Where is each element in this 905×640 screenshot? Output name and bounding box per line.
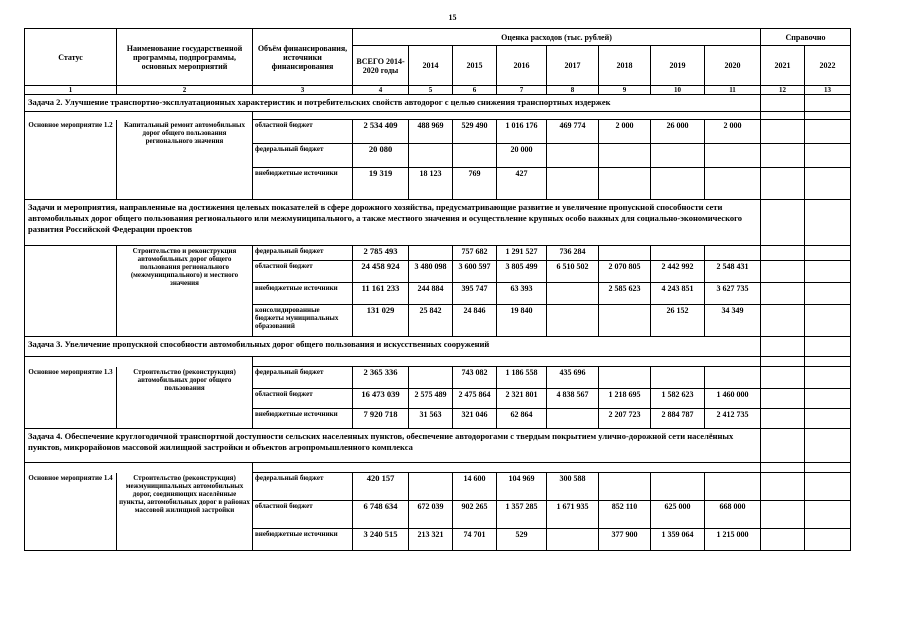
year-value [547,168,599,200]
task-heading: Задачи и мероприятия, направленные на достижения целевых показателей в сфере дорожного хозяйства, предусматривающие развитие и увеличение пропускной способности сети автомобильных дорог общего пользования регионального или межмуниципального, а также местного значения и осуществление крупных особо важных для социально-экономического развития Российской Федерации проектов [25,200,761,246]
year-value [705,168,761,200]
year-value [651,168,705,200]
funding-source: областной бюджет [253,261,353,283]
funding-source: консолидированные бюджеты муниципальных образований [253,305,353,337]
funding-source: внебюджетные источники [253,283,353,305]
year-value: 24 846 [453,305,497,337]
year-value [651,367,705,389]
year-value: 395 747 [453,283,497,305]
empty-cell [805,200,851,246]
spacer-cell [253,463,761,473]
total-value: 2 365 336 [353,367,409,389]
empty-cell [761,337,805,357]
column-number: 5 [409,86,453,95]
empty-cell [805,95,851,112]
year-value [705,367,761,389]
empty-cell [761,501,805,529]
total-value: 2 785 493 [353,246,409,261]
empty-cell [805,501,851,529]
year-value: 3 600 597 [453,261,497,283]
year-value: 1 016 176 [497,120,547,144]
column-number: 13 [805,86,851,95]
empty-cell [805,367,851,389]
spacer-cell [25,357,253,367]
total-value: 3 240 515 [353,529,409,551]
status-cell: Основное мероприятие 1.3 [25,367,117,429]
total-value: 420 157 [353,473,409,501]
empty-cell [761,95,805,112]
year-value: 2 412 735 [705,409,761,429]
year-value [409,473,453,501]
funding-row [25,246,851,261]
task-heading: Задача 2. Улучшение транспортно-эксплуатационных характеристик и потребительских свойств автодорог с целью снижения транспортных издержек [25,95,761,112]
year-value: 62 864 [497,409,547,429]
funding-row [25,473,851,501]
year-value: 1 186 558 [497,367,547,389]
empty-cell [805,357,851,367]
year-value: 300 588 [547,473,599,501]
column-number: 12 [761,86,805,95]
page-number: 15 [448,13,457,22]
year-value [599,144,651,168]
year-value [599,246,651,261]
year-value [547,409,599,429]
year-value [651,144,705,168]
year-value: 902 265 [453,501,497,529]
header-year: 2018 [599,46,651,86]
header-year: 2014 [409,46,453,86]
year-value: 18 123 [409,168,453,200]
year-value [453,144,497,168]
column-number: 7 [497,86,547,95]
spacer-cell [25,463,253,473]
total-value: 19 319 [353,168,409,200]
budget-table [24,28,851,551]
year-value: 6 510 502 [547,261,599,283]
spacer-cell [253,357,761,367]
empty-cell [761,200,805,246]
year-value [651,473,705,501]
empty-cell [805,337,851,357]
task-heading: Задача 3. Увеличение пропускной способности автомобильных дорог общего пользования и искусственных сооружений [25,337,761,357]
funding-source: федеральный бюджет [253,473,353,501]
year-value: 4 243 851 [651,283,705,305]
total-value: 16 473 039 [353,389,409,409]
year-value: 2 070 805 [599,261,651,283]
year-value: 104 969 [497,473,547,501]
program-name-cell: Строительство и реконструкция автомобильных дорог общего пользования регионального (межмуниципального) и местного значения [117,246,253,337]
empty-cell [805,144,851,168]
column-number: 4 [353,86,409,95]
header-year: 2019 [651,46,705,86]
year-value: 4 838 567 [547,389,599,409]
year-value [547,529,599,551]
year-value: 427 [497,168,547,200]
empty-cell [761,367,805,389]
year-value [409,246,453,261]
column-number: 1 [25,86,117,95]
empty-cell [805,429,851,463]
year-value: 1 291 527 [497,246,547,261]
year-value: 63 393 [497,283,547,305]
program-name-cell: Строительство (реконструкция) автомобильных дорог общего пользования [117,367,253,429]
empty-cell [761,473,805,501]
empty-cell [761,144,805,168]
empty-cell [761,357,805,367]
funding-source: областной бюджет [253,120,353,144]
funding-source: внебюджетные источники [253,168,353,200]
program-name-cell: Строительство (реконструкция) межмуниципальных автомобильных дорог, соединяющих населённые пункты, автомобильных дорог в районах массовой жилищной застройки [117,473,253,551]
year-value: 529 [497,529,547,551]
empty-cell [805,305,851,337]
year-value: 736 284 [547,246,599,261]
year-value: 2 585 623 [599,283,651,305]
year-value: 26 152 [651,305,705,337]
task-heading: Задача 4. Обеспечение круглогодичной транспортной доступности сельских населенных пунктов, обеспечение автодорогами с твердым покрытием улично-дорожной сети населённых пунктов, микрорайонов массовой жилищной застройки и объектов агропромышленного комплекса [25,429,761,463]
year-value: 852 110 [599,501,651,529]
year-value [599,305,651,337]
header-ref-year: 2022 [805,46,851,86]
year-value: 20 000 [497,144,547,168]
header-status: Статус [25,29,117,86]
year-value: 3 480 098 [409,261,453,283]
year-value: 2 321 801 [497,389,547,409]
empty-cell [805,261,851,283]
column-number: 8 [547,86,599,95]
year-value [705,246,761,261]
year-value: 321 046 [453,409,497,429]
year-value: 469 774 [547,120,599,144]
year-value: 74 701 [453,529,497,551]
total-value: 2 534 409 [353,120,409,144]
year-value: 1 582 623 [651,389,705,409]
year-value: 2 000 [599,120,651,144]
empty-cell [761,112,805,120]
total-value: 20 080 [353,144,409,168]
year-value: 672 039 [409,501,453,529]
year-value: 1 357 285 [497,501,547,529]
empty-cell [761,429,805,463]
year-value: 668 000 [705,501,761,529]
empty-cell [761,463,805,473]
year-value: 213 321 [409,529,453,551]
year-value: 2 475 864 [453,389,497,409]
year-value [547,305,599,337]
empty-cell [805,389,851,409]
spacer-cell [253,112,761,120]
funding-source: внебюджетные источники [253,409,353,429]
empty-cell [761,246,805,261]
year-value [547,283,599,305]
year-value: 14 600 [453,473,497,501]
total-value: 131 029 [353,305,409,337]
empty-cell [761,529,805,551]
empty-cell [761,120,805,144]
program-name-cell: Капитальный ремонт автомобильных дорог общего пользования регионального значения [117,120,253,200]
empty-cell [761,283,805,305]
year-value: 1 460 000 [705,389,761,409]
year-value: 377 900 [599,529,651,551]
year-value: 769 [453,168,497,200]
header-year: 2017 [547,46,599,86]
column-number: 3 [253,86,353,95]
year-value [409,144,453,168]
funding-source: федеральный бюджет [253,144,353,168]
funding-source: федеральный бюджет [253,367,353,389]
year-value: 1 359 064 [651,529,705,551]
year-value [409,367,453,389]
status-cell: Основное мероприятие 1.4 [25,473,117,551]
empty-cell [805,283,851,305]
total-value: 11 161 233 [353,283,409,305]
empty-cell [805,463,851,473]
header-year: 2016 [497,46,547,86]
column-number: 11 [705,86,761,95]
funding-source: федеральный бюджет [253,246,353,261]
year-value: 2 884 787 [651,409,705,429]
header-volume: Объём финансирования, источники финансирования [253,29,353,86]
year-value: 3 627 735 [705,283,761,305]
year-value [599,168,651,200]
header-year: 2015 [453,46,497,86]
column-number: 6 [453,86,497,95]
funding-row [25,367,851,389]
year-value [651,246,705,261]
empty-cell [805,246,851,261]
funding-source: областной бюджет [253,501,353,529]
empty-cell [761,389,805,409]
empty-cell [805,168,851,200]
empty-cell [761,305,805,337]
year-value: 25 842 [409,305,453,337]
year-value [705,144,761,168]
header-estimate: Оценка расходов (тыс. рублей) [353,29,761,46]
year-value: 31 563 [409,409,453,429]
funding-source: внебюджетные источники [253,529,353,551]
year-value: 743 082 [453,367,497,389]
funding-source: областной бюджет [253,389,353,409]
year-value: 244 884 [409,283,453,305]
year-value: 1 215 000 [705,529,761,551]
year-value [599,367,651,389]
year-value [705,473,761,501]
year-value: 19 840 [497,305,547,337]
empty-cell [761,409,805,429]
funding-row [25,120,851,144]
empty-cell [805,112,851,120]
year-value: 2 575 489 [409,389,453,409]
status-cell [25,246,117,337]
total-value: 6 748 634 [353,501,409,529]
header-reference: Справочно [761,29,851,46]
empty-cell [805,409,851,429]
column-number: 10 [651,86,705,95]
year-value: 34 349 [705,305,761,337]
empty-cell [805,473,851,501]
year-value: 1 671 935 [547,501,599,529]
column-number: 2 [117,86,253,95]
total-value: 24 458 924 [353,261,409,283]
year-value: 757 682 [453,246,497,261]
empty-cell [761,261,805,283]
year-value: 2 442 992 [651,261,705,283]
year-value: 529 490 [453,120,497,144]
year-value: 1 218 695 [599,389,651,409]
year-value: 2 207 723 [599,409,651,429]
year-value: 2 548 431 [705,261,761,283]
header-year: 2020 [705,46,761,86]
header-ref-year: 2021 [761,46,805,86]
year-value [547,144,599,168]
header-total: ВСЕГО 2014-2020 годы [353,46,409,86]
header-name: Наименование государственной программы, подпрограммы, основных мероприятий [117,29,253,86]
column-number: 9 [599,86,651,95]
year-value [599,473,651,501]
year-value: 3 805 499 [497,261,547,283]
year-value: 435 696 [547,367,599,389]
empty-cell [805,120,851,144]
empty-cell [761,168,805,200]
empty-cell [805,529,851,551]
year-value: 488 969 [409,120,453,144]
year-value: 2 000 [705,120,761,144]
spacer-cell [25,112,253,120]
year-value: 625 000 [651,501,705,529]
status-cell: Основное мероприятие 1.2 [25,120,117,200]
year-value: 26 000 [651,120,705,144]
total-value: 7 920 718 [353,409,409,429]
